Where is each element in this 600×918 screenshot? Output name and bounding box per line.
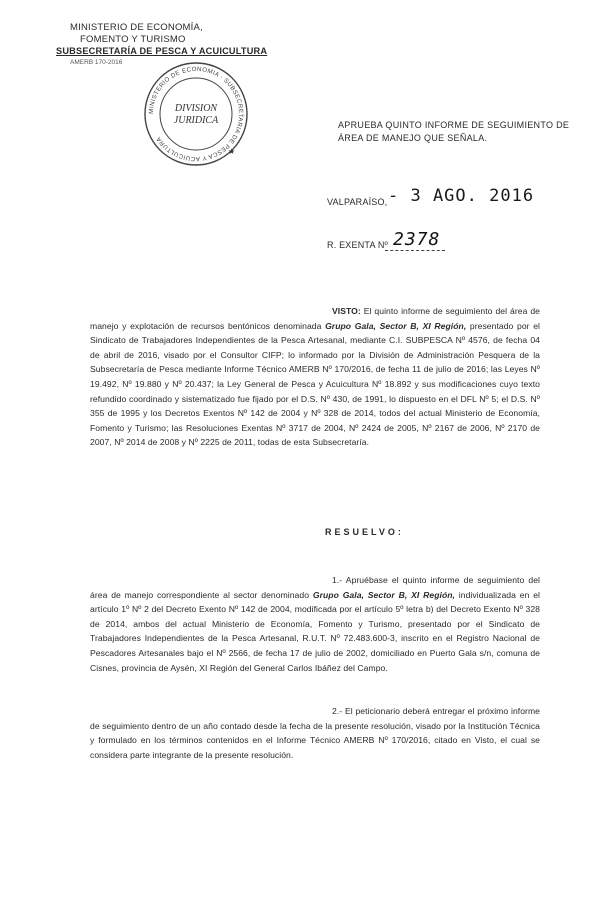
division-juridica-seal [142, 60, 250, 168]
item1-area-name: Grupo Gala, Sector B, XI Región, [312, 589, 455, 600]
item1-text-1: 1.- Apruébase el quinto informe de seguimiento del área de manejo correspondiente al sector denominado [90, 575, 540, 600]
seal-ring-text: MINISTERIO DE ECONOMIA · SUBSECRETARIA DE PESCA Y ACUICULTURA [147, 65, 245, 163]
header-amerb: AMERB 170-2016 [70, 59, 123, 66]
place-label: VALPARAÍSO, [327, 197, 388, 207]
seal-line-2: JURIDICA [173, 115, 219, 126]
visto-area-name: Grupo Gala, Sector B, XI Región, [325, 320, 467, 331]
reference-line-1: APRUEBA QUINTO INFORME DE SEGUIMIENTO DE [338, 120, 570, 130]
date-stamp: - 3 AGO. 2016 [388, 186, 535, 206]
header-ministry: MINISTERIO DE ECONOMÍA, [70, 22, 203, 33]
header-fomento: FOMENTO Y TURISMO [80, 34, 186, 45]
star-icon: ★ [228, 147, 236, 156]
visto-text-1: El quinto informe de seguimiento del área de manejo y explotación de recursos bentónicos denominada [90, 306, 540, 331]
reference-line-2: ÁREA DE MANEJO QUE SEÑALA. [338, 133, 488, 143]
visto-paragraph [90, 304, 540, 450]
header-subsecretaria: SUBSECRETARÍA DE PESCA Y ACUICULTURA [56, 46, 268, 56]
exenta-number: 2378 [393, 229, 441, 250]
resolution-item-1 [90, 573, 540, 675]
item1-text-2: individualizada en el artículo 1º Nº 2 del Decreto Exento Nº 142 de 2004, modificada por el artículo 5º letra b) del Decreto Exento Nº 328 de 2014, ambos del actual Ministerio de Economía, Fomento y Turismo, presentado por el Sindicato de Trabajadores Independientes de la Pesca Artesanal, R.U.T. Nº 72.483.600-3, inscrito en el Registro Nacional de Pescadores Artesanales bajo el Nº 2566, de fecha 17 de julio de 2002, domiciliado en Puerto Gala s/n, comuna de Cisnes, provincia de Aysén, XI Región del General Carlos Ibáñez del Campo. [90, 589, 540, 673]
resolution-item-2: 2.- El peticionario deberá entregar el próximo informe de seguimiento dentro de un año contado desde la fecha de la presente resolución, visado por la Institución Técnica y formulado en los términos contenidos en el Informe Técnico AMERB Nº 170/2016, citado en Visto, el cual se considera parte integrante de la presente resolución. [90, 706, 540, 760]
exenta-label: R. EXENTA Nº [327, 240, 389, 250]
resuelvo-heading: RESUELVO: [325, 527, 404, 537]
visto-text-2: presentado por el Sindicato de Trabajadores Independientes de la Pesca Artesanal, mediante C.I. SUBPESCA Nº 4576, de fecha 04 de abril de 2016, visado por el Consultor CIFP; lo informado por la División de Administración Pesquera de la Subsecretaría de Pesca mediante Informe Técnico AMERB Nº 170/2016, de fecha 11 de julio de 2016; las Leyes Nº 19.492, Nº 19.880 y Nº 20.437; la Ley General de Pesca y Acuicultura Nº 18.892 y sus modificaciones cuyo texto refundido coordinado y sistematizado fue fijado por el D.S. Nº 430, de 1991, lo dispuesto en el DFL Nº 5; el D.S. Nº 355 de 1995 y los Decretos Exentos Nº 142 de 2004 y Nº 328 de 2014, todos del actual Ministerio de Economía, Fomento y Turismo; las Resoluciones Exentas Nº 3717 de 2004, Nº 2424 de 2005, Nº 2167 de 2006, Nº 2170 de 2007, Nº 2014 de 2008 y Nº 2225 de 2011, todas de esta Subsecretaría. [90, 320, 540, 448]
seal-line-1: DIVISION [174, 103, 218, 114]
exenta-number-line [385, 250, 445, 251]
visto-lead: VISTO: [332, 306, 361, 316]
